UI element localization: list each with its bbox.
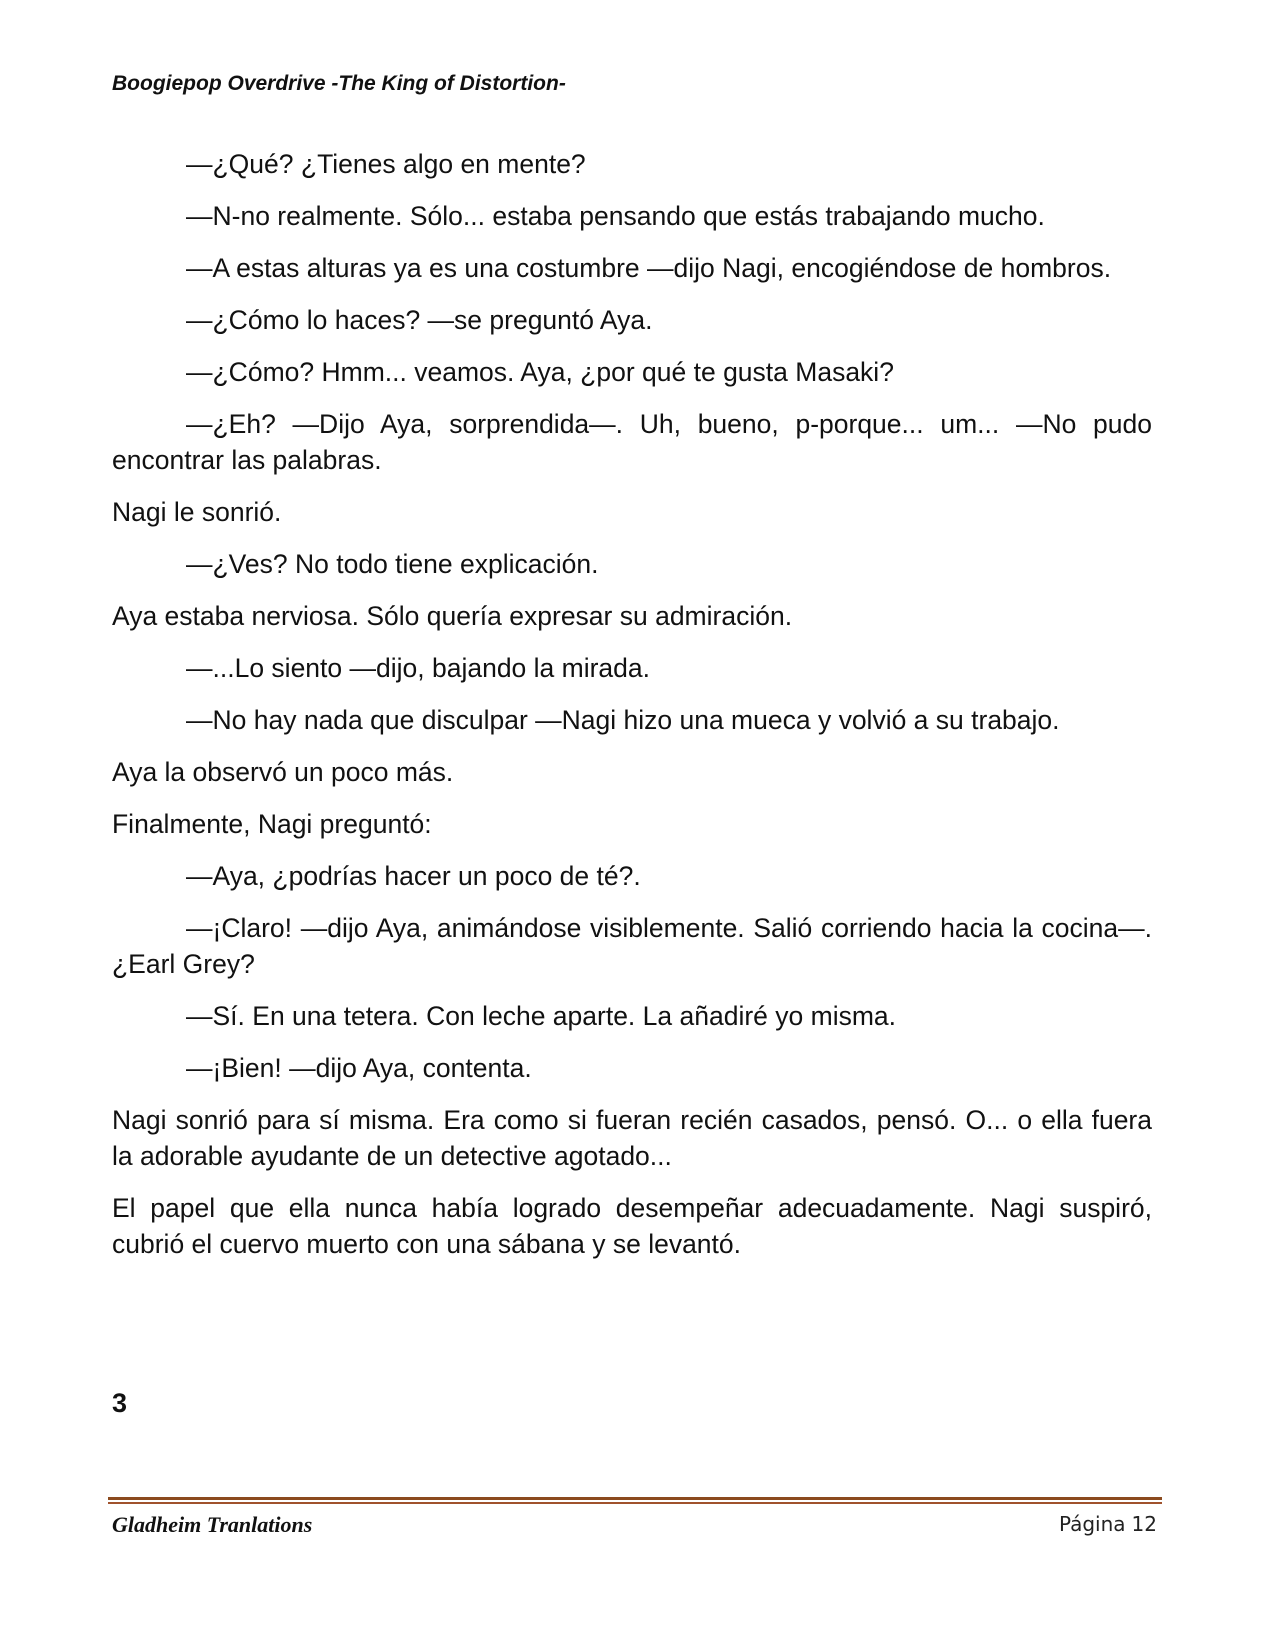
body-text	[112, 146, 1152, 1278]
paragraph: —A estas alturas ya es una costumbre —dijo Nagi, encogiéndose de hombros.	[186, 253, 1112, 283]
paragraph: —...Lo siento —dijo, bajando la mirada.	[186, 653, 651, 683]
paragraph: Finalmente, Nagi preguntó:	[112, 809, 432, 839]
paragraph: —¡Bien! —dijo Aya, contenta.	[186, 1053, 532, 1083]
paragraph: —¿Cómo? Hmm... veamos. Aya, ¿por qué te gusta Masaki?	[186, 357, 894, 387]
footer-rule-bottom-line	[108, 1502, 1162, 1504]
paragraph: El papel que ella nunca había logrado desempeñar adecuadamente. Nagi suspiró, cubrió el cuervo muerto con una sábana y se levantó.	[112, 1193, 1152, 1259]
paragraph: —N-no realmente. Sólo... estaba pensando que estás trabajando mucho.	[186, 201, 1045, 231]
running-header: Boogiepop Overdrive -The King of Distortion-	[112, 72, 566, 95]
section-number: 3	[112, 1388, 128, 1418]
paragraph: —Aya, ¿podrías hacer un poco de té?.	[186, 861, 641, 891]
footer-translator-credit: Gladheim Tranlations	[112, 1512, 313, 1537]
paragraph: —¡Claro! —dijo Aya, animándose visiblemente. Salió corriendo hacia la cocina—. ¿Earl Grey?	[112, 913, 1152, 979]
page-number: 12	[1131, 1512, 1157, 1536]
paragraph: —¿Eh? —Dijo Aya, sorprendida—. Uh, bueno, p-porque... um... —No pudo encontrar las palabras.	[112, 409, 1152, 475]
footer-rule-top-line	[108, 1497, 1162, 1500]
paragraph: —No hay nada que disculpar —Nagi hizo una mueca y volvió a su trabajo.	[186, 705, 1060, 735]
paragraph: —¿Ves? No todo tiene explicación.	[186, 549, 599, 579]
paragraph: —¿Qué? ¿Tienes algo en mente?	[186, 149, 586, 179]
paragraph: Aya estaba nerviosa. Sólo quería expresar su admiración.	[112, 601, 793, 631]
page-label: Página	[1058, 1512, 1126, 1536]
paragraph: —¿Cómo lo haces? —se preguntó Aya.	[186, 305, 653, 335]
paragraph: Aya la observó un poco más.	[112, 757, 454, 787]
page-indicator	[1059, 1512, 1157, 1536]
paragraph: —Sí. En una tetera. Con leche aparte. La añadiré yo misma.	[186, 1001, 897, 1031]
paragraph: Nagi le sonrió.	[112, 497, 282, 527]
paragraph: Nagi sonrió para sí misma. Era como si fueran recién casados, pensó. O... o ella fuera la adorable ayudante de un detective agotado...	[112, 1105, 1152, 1171]
footer-rule	[108, 1497, 1162, 1505]
